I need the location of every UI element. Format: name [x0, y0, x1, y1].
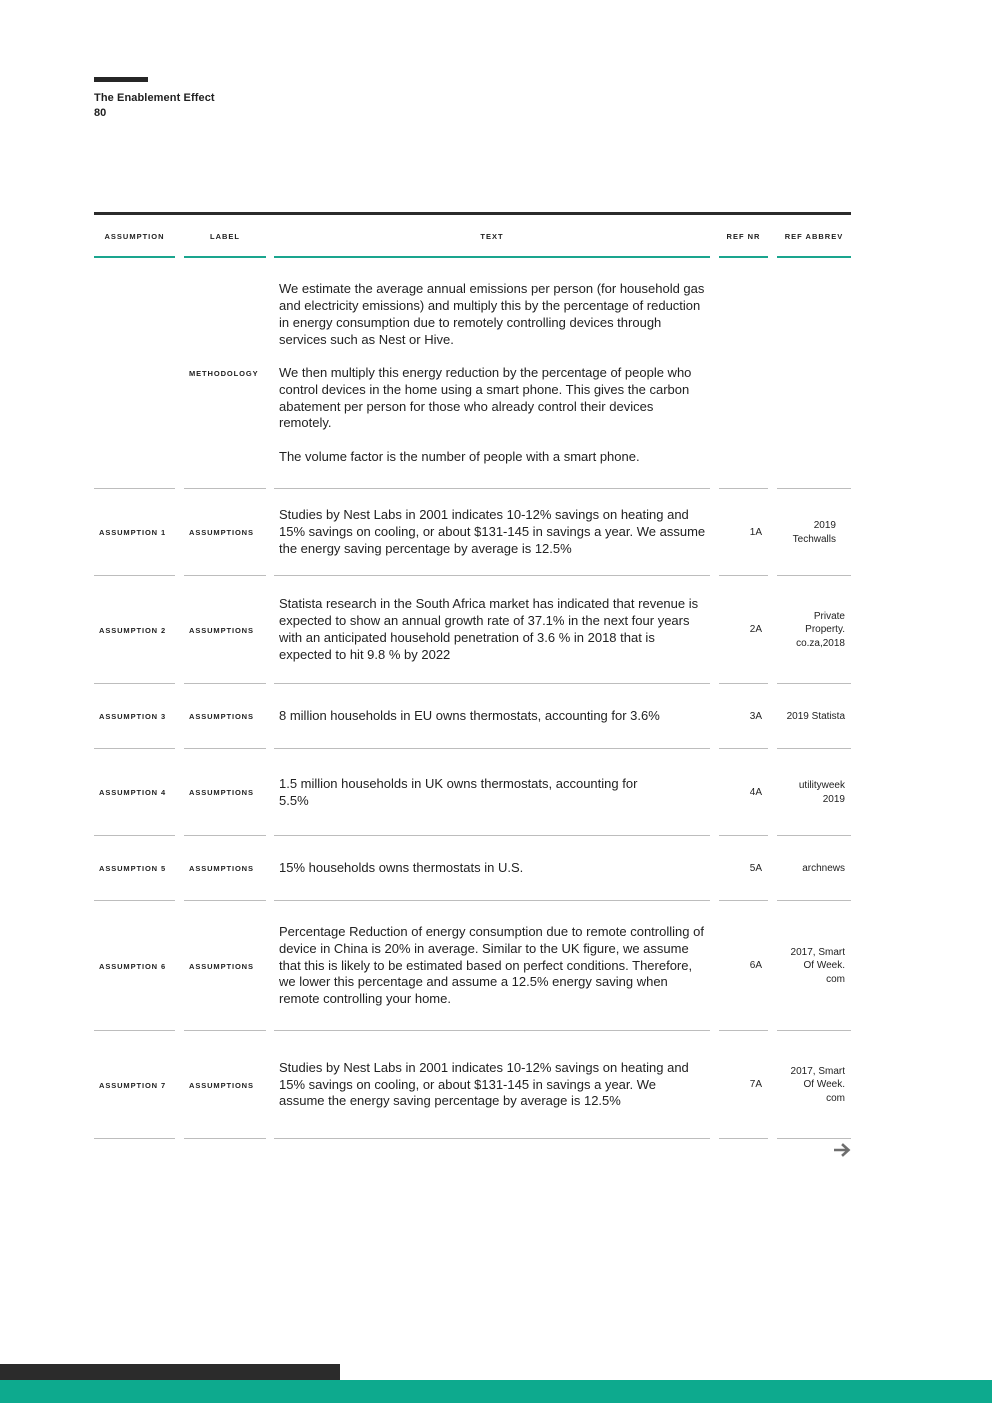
- row-label: ASSUMPTIONS: [189, 528, 254, 537]
- ref-abbrev: utilityweek 2019: [798, 780, 845, 805]
- table-row: [94, 836, 851, 901]
- table-row: [94, 901, 851, 1031]
- column-header-ref-nr: REF NR: [726, 232, 761, 241]
- table-header-row: [94, 215, 851, 258]
- table-row: [94, 749, 851, 836]
- methodology-paragraph: We estimate the average annual emissions per person (for household gas and electricity emissions) and multiply this by the percentage of reduction in energy consumption due to remotely controlling devices through services such as Nest or Hive.: [279, 281, 705, 347]
- assumption-text: 1.5 million households in UK owns thermostats, accounting for 5.5%: [279, 775, 638, 808]
- assumption-id: ASSUMPTION 6: [99, 961, 167, 971]
- assumption-text: Studies by Nest Labs in 2001 indicates 10-12% savings on heating and 15% savings on cooling, or about $131-145 in savings a year. We assume the energy saving percentage by average is 12.5%: [279, 507, 706, 556]
- ref-nr: 1A: [749, 526, 762, 538]
- ref-nr: 2A: [749, 624, 762, 636]
- table-row: [94, 684, 851, 749]
- assumption-text: Studies by Nest Labs in 2001 indicates 10-12% savings on heating and 15% savings on cooling, or about $131-145 in savings a year. We assume the energy saving percentage by average is 12.5%: [279, 1059, 689, 1109]
- row-label: ASSUMPTIONS: [189, 625, 254, 635]
- methodology-text: [274, 258, 710, 489]
- assumption-id: ASSUMPTION 5: [99, 864, 167, 873]
- assumption-id: ASSUMPTION 1: [99, 528, 167, 537]
- ref-nr: 4A: [749, 786, 762, 798]
- row-label: ASSUMPTIONS: [189, 1080, 254, 1090]
- assumption-id: ASSUMPTION 4: [99, 788, 167, 797]
- ref-abbrev: 2017, Smart Of Week. com: [790, 1065, 845, 1104]
- assumption-id: ASSUMPTION 2: [99, 625, 167, 635]
- assumption-id: ASSUMPTION 3: [99, 712, 167, 721]
- ref-abbrev: 2019 Techwalls: [792, 520, 836, 545]
- column-header-ref-abbrev: REF ABBREV: [784, 232, 844, 241]
- footer-accent-bar: [0, 1380, 992, 1403]
- row-label: ASSUMPTIONS: [189, 788, 254, 797]
- assumption-text: 15% households owns thermostats in U.S.: [279, 860, 524, 876]
- column-header-label: LABEL: [210, 232, 240, 241]
- assumption-text: 8 million households in EU owns thermostats, accounting for 3.6%: [279, 708, 660, 724]
- row-label: METHODOLOGY: [189, 369, 259, 378]
- table-row-methodology: [94, 258, 851, 489]
- row-label: ASSUMPTIONS: [189, 961, 254, 971]
- ref-abbrev: 2017, Smart Of Week. com: [790, 946, 845, 985]
- ref-nr: 5A: [749, 862, 762, 874]
- ref-abbrev: archnews: [802, 862, 845, 874]
- table-row: [94, 576, 851, 684]
- table-row: [94, 489, 851, 576]
- assumptions-table: [94, 212, 851, 1139]
- row-label: ASSUMPTIONS: [189, 864, 254, 873]
- page-number: 80: [94, 107, 107, 119]
- table-row: [94, 1031, 851, 1139]
- column-header-text: TEXT: [480, 232, 504, 241]
- methodology-paragraph: The volume factor is the number of people with a smart phone.: [279, 449, 640, 465]
- row-label: ASSUMPTIONS: [189, 712, 254, 721]
- ref-abbrev: Private Property. co.za,2018: [796, 610, 845, 649]
- document-title: The Enablement Effect: [94, 92, 215, 104]
- column-header-assumption: ASSUMPTION: [104, 232, 165, 241]
- footer-dark-bar: [0, 1364, 340, 1380]
- ref-nr: 6A: [749, 960, 762, 972]
- header-accent-bar: [94, 77, 148, 82]
- assumption-text: Statista research in the South Africa market has indicated that revenue is expected to show an annual growth rate of 37.1% in the next four years with an anticipated household penetration of 3.6 % in 2018 that is expected to hit 9.8 % by 2022: [279, 596, 699, 662]
- methodology-paragraph: We then multiply this energy reduction by the percentage of people who control devices in the home using a smart phone. This gives the carbon abatement per person for those who already control their devices remotely.: [279, 365, 692, 431]
- assumption-id: ASSUMPTION 7: [99, 1080, 167, 1090]
- ref-abbrev: 2019 Statista: [786, 710, 845, 722]
- ref-nr: 7A: [749, 1079, 762, 1091]
- arrow-right-icon[interactable]: [834, 1143, 851, 1157]
- ref-nr: 3A: [749, 710, 762, 722]
- assumption-text: Percentage Reduction of energy consumption due to remote controlling of device in China is 20% in average. Similar to the UK figure, we assume that this is likely to be estimated based on perfect conditions. Therefore, we lower this percentage and assume a 12.5% energy saving when remote controlling your home.: [279, 924, 704, 1007]
